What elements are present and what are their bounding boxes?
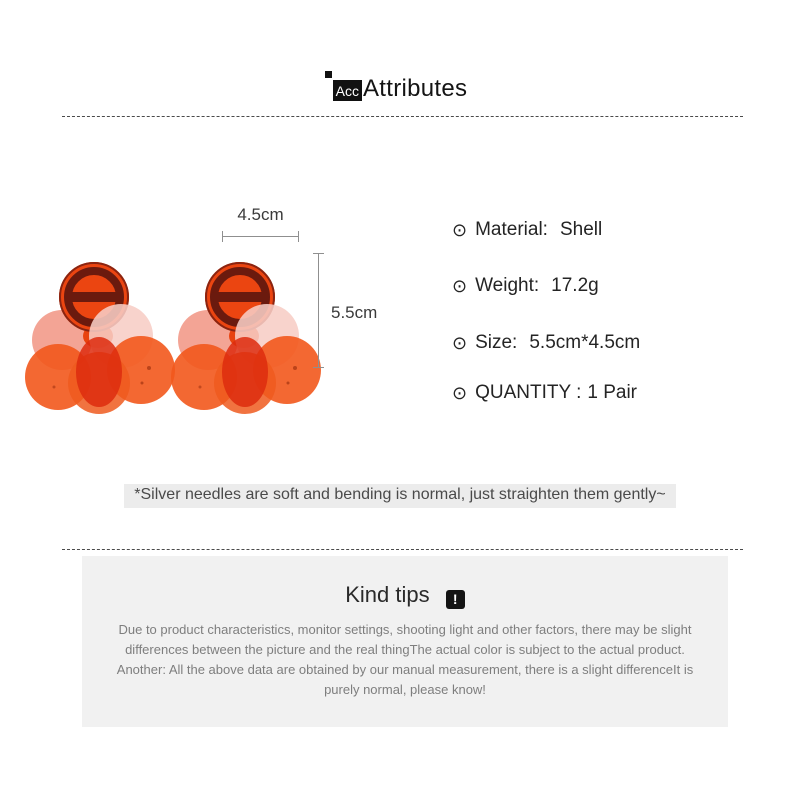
kind-tips-panel <box>82 556 728 727</box>
bullet-icon: ⊙ <box>452 219 468 241</box>
bullet-icon: ⊙ <box>452 382 468 404</box>
page-title: Attributes <box>362 75 468 102</box>
width-measure-label: 4.5cm <box>237 205 284 224</box>
earring-photo-left <box>24 256 176 418</box>
section-header <box>0 76 800 101</box>
dashed-divider-top <box>62 116 743 117</box>
dashed-divider-bottom <box>62 549 743 550</box>
attribute-value: 5.5cm*4.5cm <box>529 332 641 353</box>
header-badge-wrap <box>333 80 362 101</box>
kind-tips-body <box>82 620 728 700</box>
height-measure-label: 5.5cm <box>331 303 378 322</box>
needle-note-text: *Silver needles are soft and bending is normal, just straighten them gently~ <box>124 484 675 508</box>
attribute-label: Size: <box>475 332 518 353</box>
attribute-label: QUANTITY : <box>475 382 582 403</box>
attribute-row-material <box>452 217 602 243</box>
kind-tips-title: Kind tips <box>345 582 430 607</box>
attributes-list <box>452 205 792 415</box>
tips-line: Another: All the above data are obtained by our manual measurement, there is a slight differenceIt is <box>116 662 694 677</box>
header-badge: Acc <box>333 80 362 101</box>
tips-line: purely normal, please know! <box>324 682 486 697</box>
bullet-icon: ⊙ <box>452 332 468 354</box>
bullet-icon: ⊙ <box>452 275 468 297</box>
attribute-value: Shell <box>559 219 603 240</box>
earring-shapes-left <box>25 262 175 414</box>
attribute-label: Material: <box>475 219 548 240</box>
exclamation-icon: ! <box>446 590 465 609</box>
needle-note-row <box>0 484 800 508</box>
kind-tips-title-row <box>82 582 728 609</box>
attribute-label: Weight: <box>475 275 540 296</box>
tips-line: differences between the picture and the real thingThe actual color is subject to the actual product. <box>125 642 685 657</box>
attribute-row-quantity <box>452 380 637 406</box>
attribute-value: 17.2g <box>551 275 599 296</box>
attribute-row-weight <box>452 273 599 299</box>
width-measure-line <box>222 231 299 242</box>
attribute-value: 1 Pair <box>587 382 638 403</box>
height-measure-line <box>313 253 324 368</box>
earring-shapes-right <box>171 262 321 414</box>
tips-line: Due to product characteristics, monitor settings, shooting light and other factors, there may be slight <box>118 622 692 637</box>
attribute-row-size <box>452 330 640 356</box>
square-decoration-icon <box>325 71 332 78</box>
earring-photo-right <box>170 256 322 418</box>
